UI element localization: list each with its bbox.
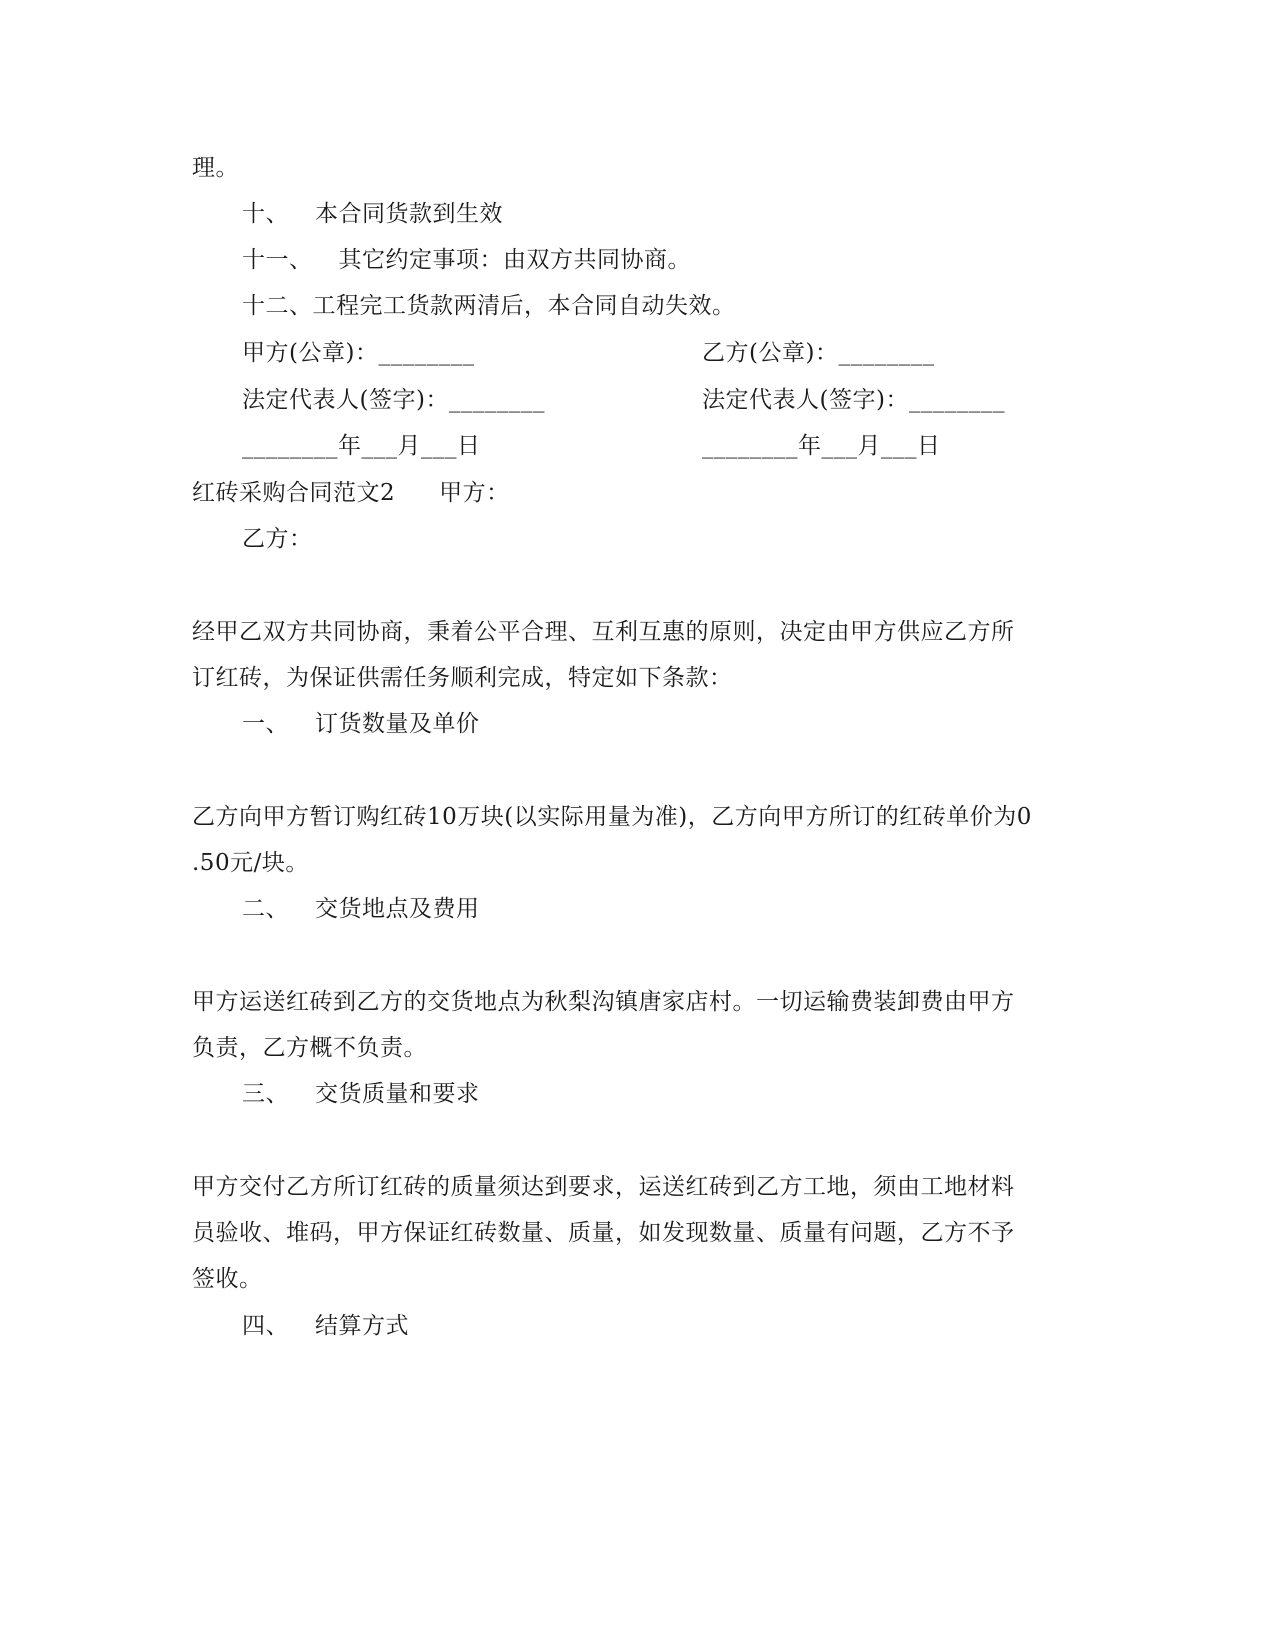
clause-text: 其它约定事项：由双方共同协商。 <box>338 247 691 273</box>
section-2-body-line-2: 负责，乙方概不负责。 <box>192 1035 427 1061</box>
section-title: 交货地点及费用 <box>315 896 480 922</box>
clause-10 <box>242 199 503 229</box>
party-b-label: 乙方： <box>242 526 313 552</box>
intro-line-2: 订红砖，为保证供需任务顺利完成，特定如下条款： <box>192 665 733 691</box>
section-2-heading <box>242 894 480 924</box>
party-b-date-line: ________年___月___日 <box>702 433 941 459</box>
party-a-date-line: ________年___月___日 <box>242 433 481 459</box>
section-1-body-line-1: 乙方向甲方暂订购红砖10万块(以实际用量为准)，乙方向甲方所订的红砖单价为0 <box>192 804 1032 830</box>
party-b-seal-line: 乙方(公章)：________ <box>702 340 935 366</box>
party-b-representative-line: 法定代表人(签字)：________ <box>702 387 1005 413</box>
section-title: 结算方式 <box>315 1313 409 1339</box>
clause-12: 十二、工程完工货款两清后，本合同自动失效。 <box>242 293 736 319</box>
clause-number: 十、 <box>242 201 289 227</box>
clause-11 <box>242 245 691 275</box>
party-a-seal-line: 甲方(公章)：________ <box>242 340 475 366</box>
clause-text: 本合同货款到生效 <box>315 201 503 227</box>
clause-number: 十一、 <box>242 247 313 273</box>
section-number: 三、 <box>242 1081 289 1107</box>
section-1-heading <box>242 709 480 739</box>
section-4-heading <box>242 1311 409 1341</box>
contract-title: 红砖采购合同范文2 <box>192 480 396 506</box>
section-title: 订货数量及单价 <box>315 711 480 737</box>
section-1-body-line-2: .50元/块。 <box>192 850 309 876</box>
section-number: 一、 <box>242 711 289 737</box>
contract-2-heading <box>192 478 510 508</box>
section-3-heading <box>242 1079 480 1109</box>
section-title: 交货质量和要求 <box>315 1081 480 1107</box>
party-a-representative-line: 法定代表人(签字)：________ <box>242 387 545 413</box>
section-number: 二、 <box>242 896 289 922</box>
party-a-label: 甲方： <box>439 480 510 506</box>
paragraph-tail: 理。 <box>192 155 239 181</box>
section-number: 四、 <box>242 1313 289 1339</box>
intro-line-1: 经甲乙双方共同协商，秉着公平合理、互利互惠的原则，决定由甲方供应乙方所 <box>192 619 1015 645</box>
section-3-body-line-1: 甲方交付乙方所订红砖的质量须达到要求，运送红砖到乙方工地，须由工地材料 <box>192 1174 1015 1200</box>
section-3-body-line-3: 签收。 <box>192 1266 263 1292</box>
section-2-body-line-1: 甲方运送红砖到乙方的交货地点为秋梨沟镇唐家店村。一切运输费装卸费由甲方 <box>192 989 1015 1015</box>
section-3-body-line-2: 员验收、堆码，甲方保证红砖数量、质量，如发现数量、质量有问题，乙方不予 <box>192 1220 1015 1246</box>
